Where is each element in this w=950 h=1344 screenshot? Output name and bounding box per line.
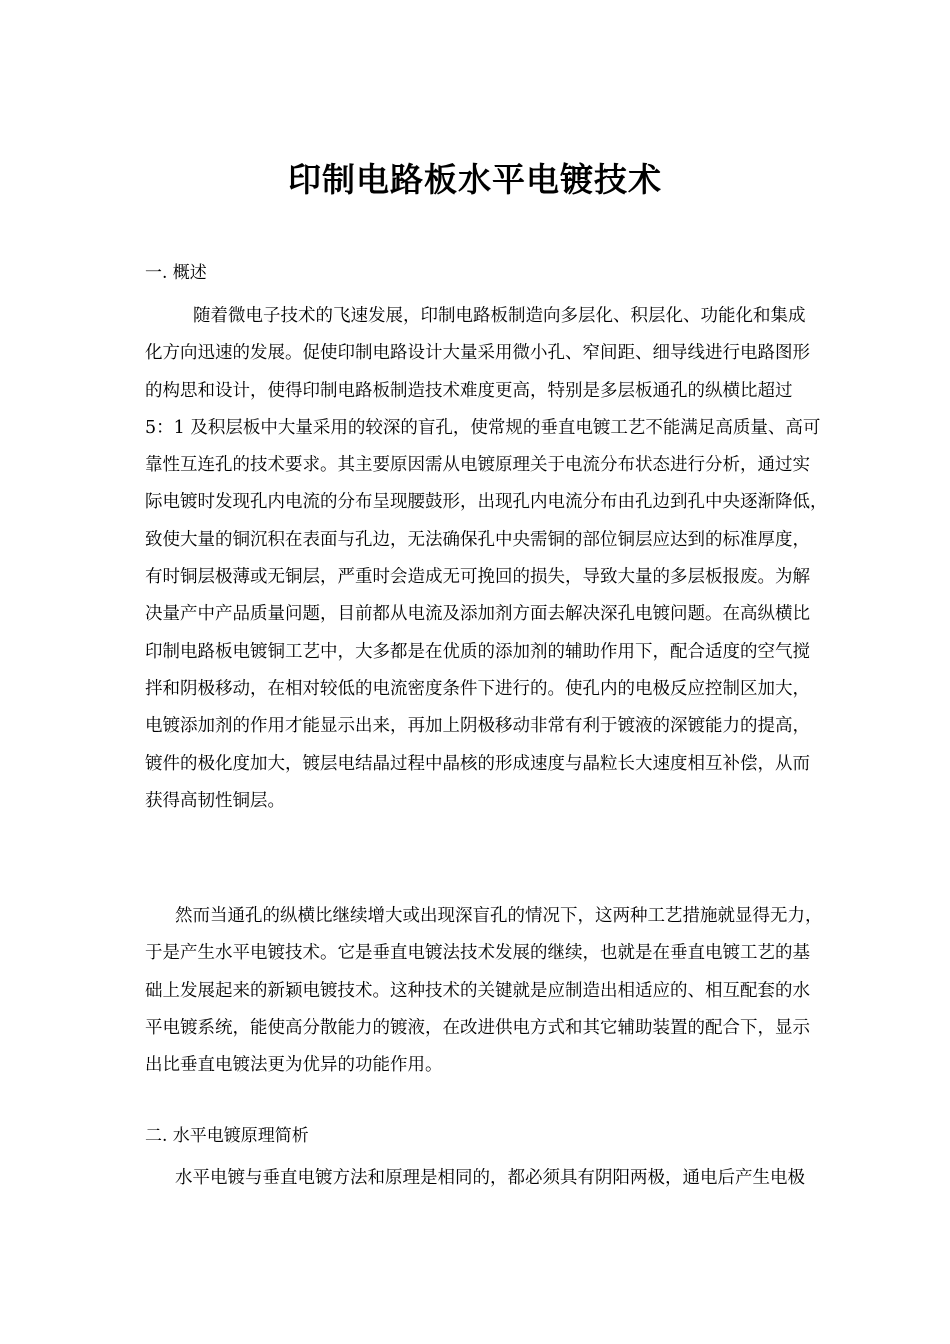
- paragraph-line: 出比垂直电镀法更为优异的功能作用。: [145, 1055, 443, 1076]
- paragraph-line: 镀件的极化度加大，镀层电结晶过程中晶核的形成速度与晶粒长大速度相互补偿，从而: [145, 753, 810, 774]
- paragraph-line: 平电镀系统，能使高分散能力的镀液，在改进供电方式和其它辅助装置的配合下，显示: [145, 1017, 810, 1038]
- paragraph-line: 的构思和设计，使得印制电路板制造技术难度更高，特别是多层板通孔的纵横比超过: [145, 380, 793, 401]
- paragraph-line: 决量产中产品质量问题，目前都从电流及添加剂方面去解决深孔电镀问题。在高纵横比: [145, 604, 810, 625]
- paragraph-line: 有时铜层极薄或无铜层，严重时会造成无可挽回的损失，导致大量的多层板报废。为解: [145, 567, 810, 588]
- paragraph-line: 础上发展起来的新颖电镀技术。这种技术的关键就是应制造出相适应的、相互配套的水: [145, 980, 810, 1001]
- paragraph-line: 印制电路板电镀铜工艺中，大多都是在优质的添加剂的辅助作用下，配合适度的空气搅: [145, 641, 810, 662]
- paragraph-line: 际电镀时发现孔内电流的分布呈现腰鼓形，出现孔内电流分布由孔边到孔中央逐渐降低，: [145, 492, 828, 513]
- paragraph-line: 致使大量的铜沉积在表面与孔边，无法确保孔中央需铜的部位铜层应达到的标准厚度，: [145, 529, 810, 550]
- paragraph-line: 化方向迅速的发展。促使印制电路设计大量采用微小孔、窄间距、细导线进行电路图形: [145, 343, 810, 364]
- overview-paragraph-1: [145, 298, 885, 820]
- paragraph-line: 于是产生水平电镀技术。它是垂直电镀法技术发展的继续，也就是在垂直电镀工艺的基: [145, 943, 810, 964]
- paragraph-line: 拌和阴极移动，在相对较低的电流密度条件下进行的。使孔内的电极反应控制区加大，: [145, 678, 810, 699]
- paragraph-line: 水平电镀与垂直电镀方法和原理是相同的，都必须具有阴阳两极，通电后产生电极: [175, 1168, 805, 1188]
- paragraph-line: 随着微电子技术的飞速发展，印制电路板制造向多层化、积层化、功能化和集成: [193, 306, 806, 326]
- paragraph-line: 然而当通孔的纵横比继续增大或出现深盲孔的情况下，这两种工艺措施就显得无力，: [175, 906, 823, 926]
- paragraph-line: 靠性互连孔的技术要求。其主要原因需从电镀原理关于电流分布状态进行分析，通过实: [145, 455, 810, 476]
- section-heading-overview: 一. 概述: [145, 263, 207, 283]
- overview-paragraph-2: [145, 898, 885, 1084]
- paragraph-line: 获得高韧性铜层。: [145, 790, 285, 811]
- paragraph-line: 5：1 及积层板中大量采用的较深的盲孔，使常规的垂直电镀工艺不能满足高质量、高可: [145, 417, 821, 438]
- document-title: 印制电路板水平电镀技术: [288, 160, 662, 199]
- section-heading-principle: 二. 水平电镀原理简析: [145, 1126, 309, 1146]
- paragraph-line: 电镀添加剂的作用才能显示出来，再加上阴极移动非常有利于镀液的深镀能力的提高，: [145, 716, 810, 737]
- principle-paragraph-1: [145, 1160, 885, 1197]
